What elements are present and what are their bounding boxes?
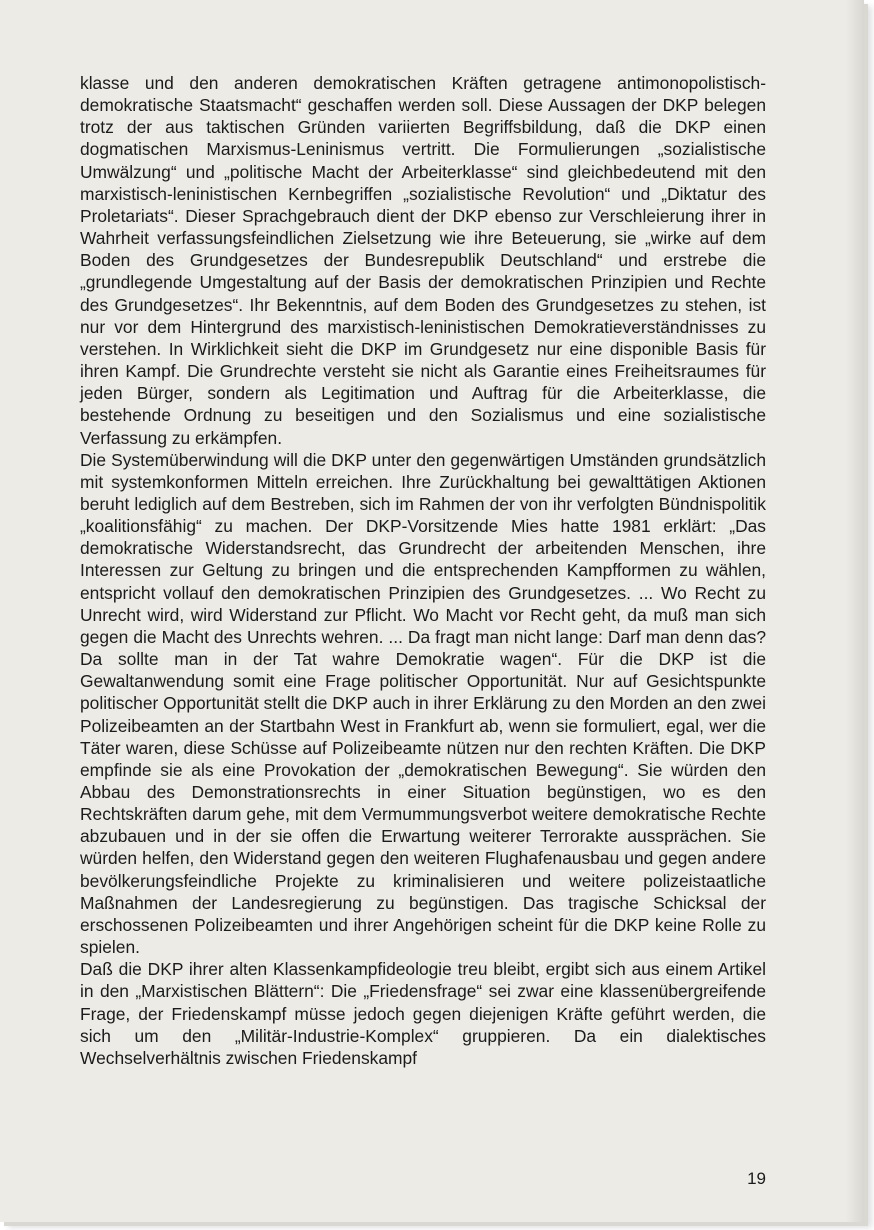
paragraph-2: Die Systemüberwindung will die DKP unter den gegenwärtigen Umständen grundsätzlich mit systemkonformen Mitteln erreichen. Ihre Zurückhaltung bei gewalttätigen Aktionen beruht lediglich auf dem Bestreben, sich im Rahmen der von ihr verfolgten Bündnispolitik „koalitionsfähig“ zu machen. Der DKP-Vorsitzende Mies hatte 1981 erklärt: „Das demokratische Widerstandsrecht, das Grundrecht der arbeitenden Menschen, ihre Interessen zur Geltung zu bringen und die entsprechenden Kampfformen zu wählen, entspricht vollauf den demokratischen Prinzipien des Grundgesetzes. ... Wo Recht zu Unrecht wird, wird Widerstand zur Pflicht. Wo Macht vor Recht geht, da muß man sich gegen die Macht des Unrechts wehren. ... Da fragt man nicht lange: Darf man denn das? Da sollte man in der Tat wahre Demokratie wagen“. Für die DKP ist die Gewaltanwendung somit eine Frage politischer Opportunität. Nur auf Gesichtspunkte politischer Opportunität stellt die DKP auch in ihrer Erklärung zu den Morden an den zwei Polizeibeamten an der Startbahn West in Frankfurt ab, wenn sie formuliert, egal, wer die Täter waren, diese Schüsse auf Polizeibeamte nützen nur den rechten Kräften. Die DKP empfinde sie als eine Provokation der „demokratischen Bewegung“. Sie würden den Abbau des Demonstrationsrechts in einer Situation begünstigen, wo es den Rechtskräften darum gehe, mit dem Vermummungsverbot weitere demokratische Rechte abzubauen und in der sie offen die Erwartung weiterer Terrorakte aussprächen. Sie würden helfen, den Widerstand gegen den weiteren Flughafenausbau und gegen andere bevölkerungsfeindliche Projekte zu kriminalisieren und weitere polizeistaatliche Maßnahmen der Landesregierung zu begünstigen. Das tragische Schicksal der erschossenen Polizeibeamten und ihrer Angehörigen scheint für die DKP keine Rolle zu spielen. — [80, 449, 767, 958]
page-number: 19 — [747, 1169, 766, 1188]
paragraph-1: klasse und den anderen demokratischen Kräften getragene antimonopolistisch-demokratische Staatsmacht“ geschaffen werden soll. Diese Aussagen der DKP belegen trotz der aus taktischen Gründen variierten Begriffsbildung, daß die DKP einen dogmatischen Marxismus-Leninismus vertritt. Die Formulierungen „sozialistische Umwälzung“ und „politische Macht der Arbeiterklasse“ sind gleichbedeutend mit den marxistisch-leninistischen Kernbegriffen „sozialistische Revolution“ und „Diktatur des Proletariats“. Dieser Sprachgebrauch dient der DKP ebenso zur Verschleierung ihrer in Wahrheit verfassungsfeindlichen Zielsetzung wie ihre Beteuerung, sie „wirke auf dem Boden des Grundgesetzes der Bundesrepublik Deutschland“ und erstrebe die „grundlegende Umgestaltung auf der Basis der demokratischen Prinzipien und Rechte des Grundgesetzes“. Ihr Bekenntnis, auf dem Boden des Grundgesetzes zu stehen, ist nur vor dem Hintergrund des marxistisch-leninistischen Demokratieverständnisses zu verstehen. In Wirklichkeit sieht die DKP im Grundgesetz nur eine disponible Basis für ihren Kampf. Die Grundrechte versteht sie nicht als Garantie eines Freiheitsraumes für jeden Bürger, sondern als Legitimation und Auftrag für die Arbeiterklasse, die bestehende Ordnung zu beseitigen und den Sozialismus und eine sozialistische Verfassung zu erkämpfen. — [80, 73, 766, 448]
body-text — [80, 72, 766, 1069]
page-edge-shadow — [846, 0, 864, 1222]
paragraph-3: Daß die DKP ihrer alten Klassenkampfideologie treu bleibt, ergibt sich aus einem Artikel in den „Marxistischen Blättern“: Die „Friedensfrage“ sei zwar eine klassenübergreifende Frage, der Friedenskampf müsse jedoch gegen diejenigen Kräfte geführt werden, die sich um den „Militär-Industrie-Komplex“ gruppieren. Da ein dialektisches Wechselverhältnis zwischen Friedenskampf — [80, 959, 766, 1068]
